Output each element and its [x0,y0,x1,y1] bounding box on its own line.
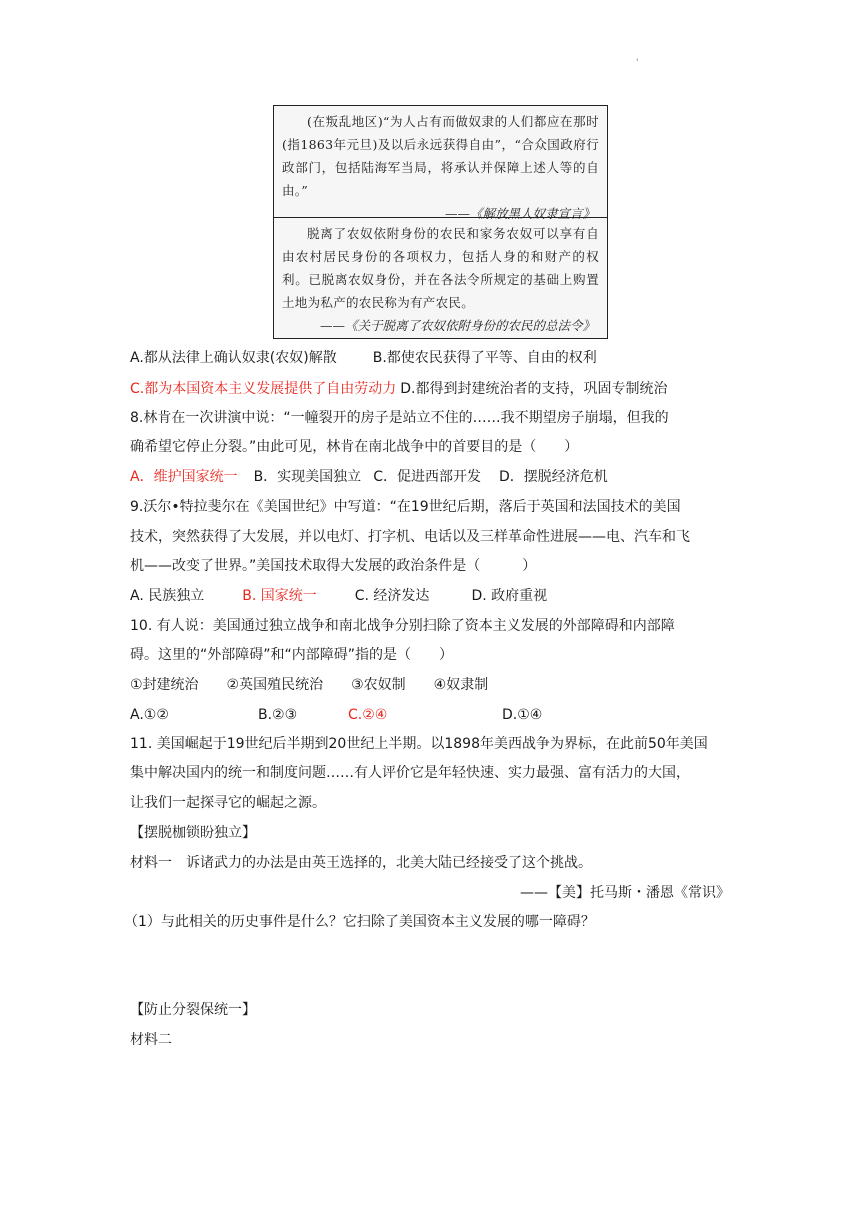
q7-options-row-2 [130,379,730,399]
q9-stem-line: 机——改变了世界。”美国技术取得大发展的政治条件是（ ） [130,558,537,574]
q8-stem-line: 确希望它停止分裂。”由此可见，林肯在南北战争中的首要目的是（ ） [130,439,579,455]
quote-source: ——《解放黑人奴隶宣言》 [444,206,595,221]
quote-text: 脱离了农奴依附身份的农民和家务农奴可以享有自由农村居民身份的各项权力，包括人身的和财产的权利。已脱离农奴身份，并在各法令所规定的基础上购置土地为私产的农民称为有产农民。 [282,226,599,310]
q11-stem-line: 让我们一起探寻它的崛起之源。 [130,795,326,811]
q11-stem-line: 11. 美国崛起于19世纪后半期到20世纪上半期。以1898年美西战争为界标，在此前50年美国 [130,736,708,752]
material-two: 材料二 [130,1032,172,1048]
q8-option-a-answer: A．维护国家统一 [130,469,238,485]
quote-source: ——《关于脱离了农奴依附身份的农民的总法令》 [319,318,595,333]
material-one: 材料一 诉诸武力的办法是由英王选择的，北美大陆已经接受了这个挑战。 [130,855,592,871]
question-1: （1）与此相关的历史事件是什么？它扫除了美国资本主义发展的哪一障碍？ [124,914,595,930]
q11-stem-line: 集中解决国内的统一和制度问题……有人评价它是年轻快速、实力最强、富有活力的大国， [130,765,690,781]
q10-option-b: B.②③ [258,707,298,723]
q7-options-row-1 [130,348,730,368]
q9-option-d: D. 政府重视 [471,588,548,604]
q8-option-b: B．实现美国独立 [253,469,362,485]
q7-option-d: D.都得到封建统治者的支持，巩固专制统治 [400,381,668,397]
q9-option-b-answer: B. 国家统一 [242,588,317,604]
page-mark: ' [636,58,639,68]
q8-option-d: D．摆脱经济危机 [498,469,608,485]
q9-options [130,586,730,606]
q9-option-a: A. 民族独立 [130,588,205,604]
q10-option-d: D.①④ [502,707,543,723]
q9-stem-line: 9.沃尔•特拉斐尔在《美国世纪》中写道：“在19世纪后期，落后于英国和法国技术的美国 [130,499,681,515]
q10-option-a: A.①② [130,707,169,723]
section-heading: 【防止分裂保统一】 [130,1002,256,1018]
q8-options [130,467,730,487]
quote-box [273,105,608,339]
q7-option-c-answer: C.都为本国资本主义发展提供了自由劳动力 [130,381,397,397]
q10-options [130,705,730,725]
q7-option-a: A.都从法律上确认奴隶(农奴)解散 [130,350,337,366]
quote-emancipation [274,106,607,221]
q8-option-c: C．促进西部开发 [373,469,481,485]
section-heading: 【摆脱枷锁盼独立】 [130,825,256,841]
q10-stem-line: 碍。这里的“外部障碍”和“内部障碍”指的是（ ） [130,647,454,663]
material-one-source: ——【美】托马斯・潘恩《常识》 [520,885,730,901]
q7-option-b: B.都使农民获得了平等、自由的权利 [372,350,597,366]
q9-option-c: C. 经济发达 [354,588,430,604]
q10-items: ①封建统治 ②英国殖民统治 ③农奴制 ④奴隶制 [130,677,489,693]
quote-serf-decree [274,218,607,339]
q8-stem-line: 8.林肯在一次讲演中说：“一幢裂开的房子是站立不住的……我不期望房子崩塌，但我的 [130,410,669,426]
quote-text: (在叛乱地区)“为人占有而做奴隶的人们都应在那时(指1863年元旦)及以后永远获得自由”，“合众国政府行政部门，包括陆海军当局，将承认并保障上述人等的自由。” [282,114,599,198]
q10-stem-line: 10. 有人说：美国通过独立战争和南北战争分别扫除了资本主义发展的外部障碍和内部障 [130,618,675,634]
q10-option-c-answer: C.②④ [348,707,388,723]
q9-stem-line: 技术，突然获得了大发展，并以电灯、打字机、电话以及三样革命性进展——电、汽车和飞 [130,529,690,545]
